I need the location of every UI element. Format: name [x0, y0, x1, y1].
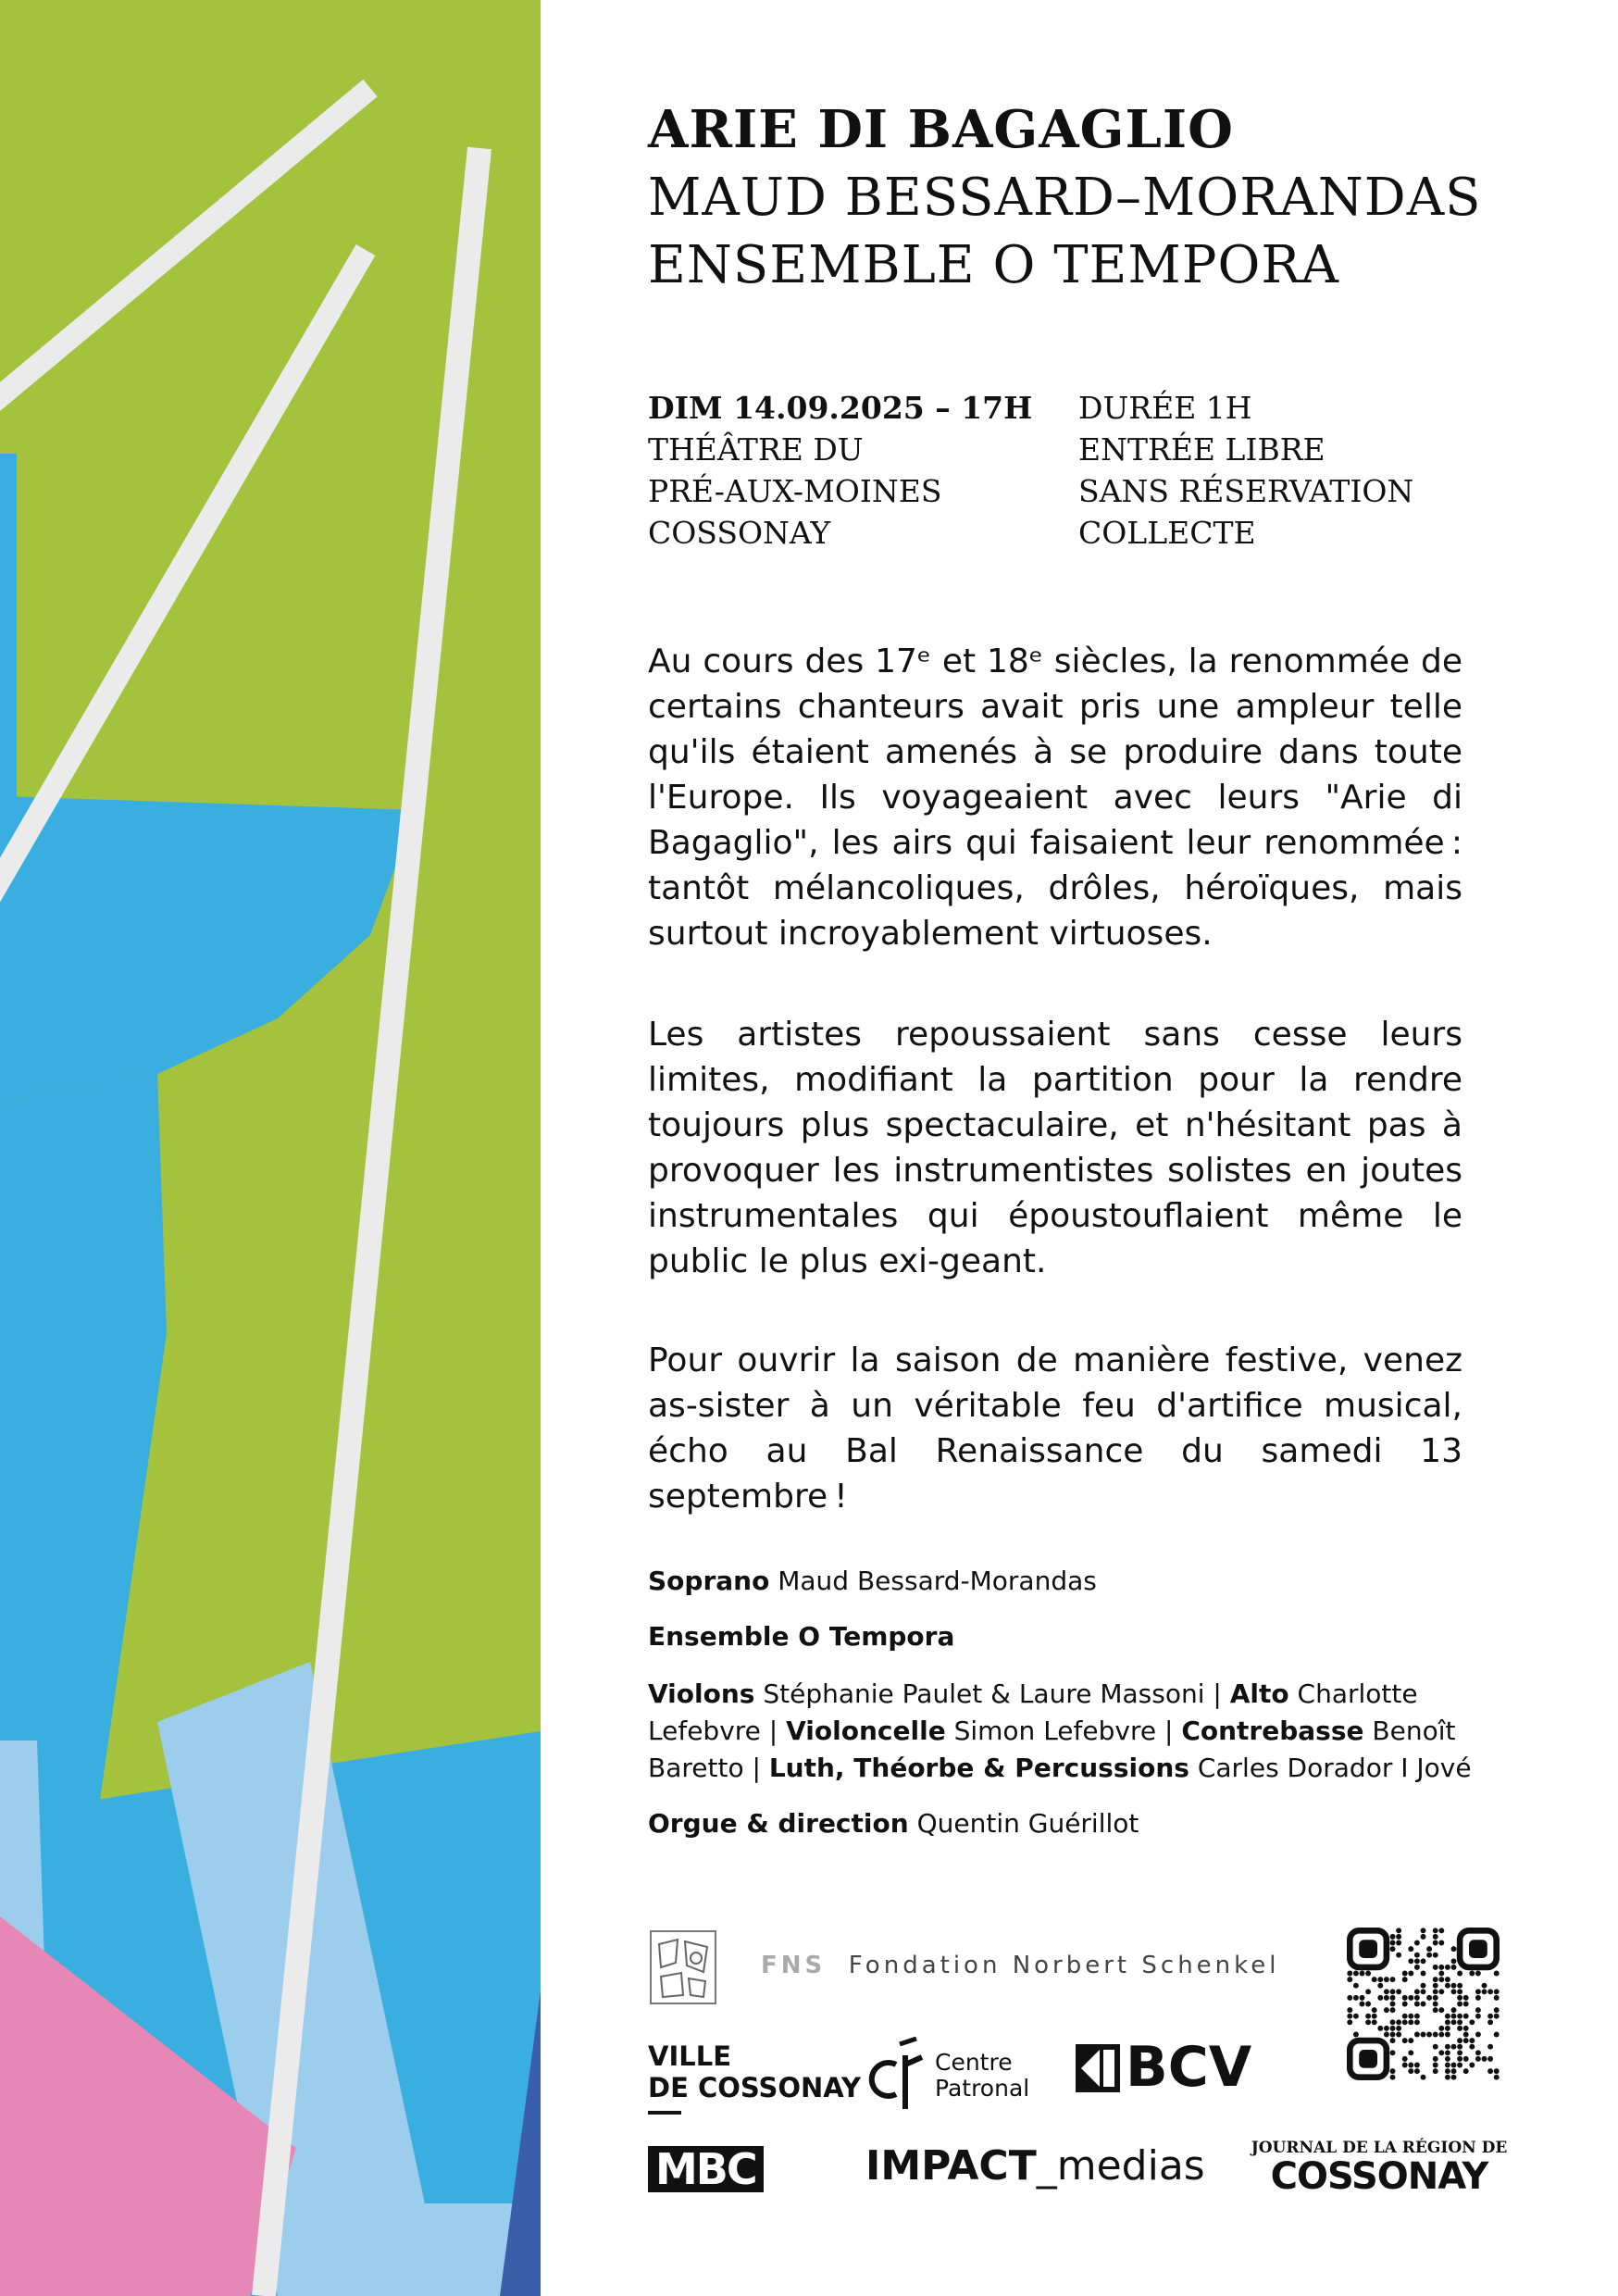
qr-dot: [1408, 2068, 1413, 2074]
qr-dot: [1475, 2007, 1481, 2013]
qr-dot: [1408, 2014, 1413, 2019]
qr-dot: [1365, 2019, 1371, 2025]
qr-dot: [1482, 2056, 1487, 2062]
qr-dot: [1451, 2019, 1457, 2025]
qr-dot: [1426, 2032, 1432, 2038]
qr-dot: [1390, 2068, 1396, 2074]
qr-dot: [1347, 2014, 1352, 2019]
qr-dot: [1451, 2044, 1457, 2050]
qr-dot: [1433, 2032, 1438, 2038]
qr-dot: [1469, 2044, 1475, 2050]
credit-role: Violoncelle: [786, 1716, 946, 1746]
qr-dot: [1451, 1958, 1457, 1964]
qr-dot: [1390, 1934, 1396, 1940]
qr-dot: [1402, 2014, 1408, 2019]
qr-dot: [1384, 1977, 1389, 1982]
qr-dot: [1463, 1995, 1469, 2001]
qr-dot: [1396, 1934, 1401, 1940]
qr-dot: [1438, 1928, 1444, 1933]
credit-role: Alto: [1229, 1678, 1289, 1709]
qr-dot: [1494, 2014, 1500, 2019]
qr-dot: [1457, 2056, 1462, 2062]
qr-dot: [1372, 2007, 1377, 2013]
qr-dot: [1384, 1989, 1389, 1994]
qr-dot: [1433, 1965, 1438, 1970]
qr-dot: [1457, 2026, 1462, 2031]
qr-dot: [1421, 2002, 1426, 2007]
qr-dot: [1494, 2075, 1500, 2080]
qr-dot: [1494, 1989, 1500, 1994]
fns-logo: [761, 1952, 1280, 1979]
qr-dot: [1451, 1989, 1457, 1994]
qr-dot: [1390, 2032, 1396, 2038]
credit-name: Carles Dorador I Jové: [1189, 1753, 1472, 1783]
qr-dot: [1487, 2068, 1493, 2074]
bcv-mark: [1076, 2044, 1120, 2092]
qr-dot: [1482, 1983, 1487, 1989]
qr-dot: [1475, 1995, 1481, 2001]
event-duration: DURÉE 1H: [1078, 390, 1252, 426]
qr-dot: [1433, 2007, 1438, 2013]
qr-dot: [1445, 1965, 1450, 1970]
qr-dot: [1433, 1977, 1438, 1982]
qr-dot: [1396, 2026, 1401, 2031]
qr-dot: [1384, 2007, 1389, 2013]
credit-direction: [648, 1805, 1481, 1842]
qr-dot: [1445, 1983, 1450, 1989]
fns-name: Fondation Norbert Schenkel: [848, 1952, 1280, 1979]
qr-dot: [1377, 1977, 1383, 1982]
qr-dot: [1365, 1971, 1371, 1977]
qr-dot: [1360, 1995, 1365, 2001]
cp-line-2: Patronal: [935, 2075, 1030, 2102]
qr-dot: [1408, 1946, 1413, 1952]
qr-dot: [1433, 1940, 1438, 1946]
event-reservation: SANS RÉSERVATION: [1078, 473, 1414, 509]
fns-abbr: FNS: [761, 1952, 827, 1979]
qr-dot: [1372, 1977, 1377, 1982]
description-paragraph-1: Au cours des 17ᵉ et 18ᵉ siècles, la renommée de certains chanteurs avait pris une ampleur telle qu'ils étaient amenés à se produire dans toute l'Europe. Ils voyageaient avec leurs "Arie di Bagaglio", les airs qui faisaient leur renommée : tantôt mélancoliques, drôles, héroïques, mais surtout incroyablement virtuoses.: [648, 643, 1462, 953]
qr-dot: [1390, 2050, 1396, 2055]
qr-dot: [1463, 2032, 1469, 2038]
qr-dot: [1451, 1965, 1457, 1970]
qr-dot: [1438, 2050, 1444, 2055]
qr-dot: [1445, 2044, 1450, 2050]
qr-dot: [1414, 1940, 1420, 1946]
qr-dot: [1360, 2002, 1365, 2007]
credit-role: Violons: [648, 1678, 755, 1709]
qr-dot: [1469, 1971, 1475, 1977]
qr-dot: [1402, 2063, 1408, 2068]
qr-dot: [1487, 2019, 1493, 2025]
credit-name: Charlotte Lefebvre |: [648, 1678, 1418, 1746]
credit-soprano: [648, 1563, 1481, 1600]
credit-name: Stéphanie Paulet & Laure Massoni |: [754, 1678, 1230, 1709]
qr-dot: [1463, 2056, 1469, 2062]
ensemble-name: ENSEMBLE O TEMPORA: [648, 235, 1339, 295]
qr-dot: [1353, 2014, 1359, 2019]
qr-dot: [1377, 2026, 1383, 2031]
qr-dot: [1390, 1977, 1396, 1982]
qr-dot: [1414, 2002, 1420, 2007]
qr-dot: [1353, 1983, 1359, 1989]
qr-dot: [1353, 1971, 1359, 1977]
qr-dot: [1433, 1934, 1438, 1940]
qr-dot: [1402, 1977, 1408, 1982]
qr-dot: [1421, 1928, 1426, 1933]
qr-dot: [1433, 1995, 1438, 2001]
ville-line-2: DE COSSONAY: [648, 2072, 861, 2103]
qr-dot: [1408, 2063, 1413, 2068]
qr-dot: [1390, 2007, 1396, 2013]
abstract-art: [0, 0, 541, 2296]
qr-dot: [1445, 2050, 1450, 2055]
qr-dot: [1421, 2075, 1426, 2080]
qr-dot: [1353, 2032, 1359, 2038]
qr-dot: [1457, 2050, 1462, 2055]
impact-bold: IMPACT: [865, 2142, 1037, 2190]
qr-dot: [1445, 2068, 1450, 2074]
venue-line-1: THÉÂTRE DU: [648, 431, 864, 468]
credit-role: Contrebasse: [1181, 1716, 1364, 1746]
qr-dot: [1457, 1989, 1462, 1994]
qr-dot: [1390, 1989, 1396, 1994]
event-collection: COLLECTE: [1078, 515, 1256, 551]
qr-dot: [1445, 2026, 1450, 2031]
qr-dot: [1402, 2019, 1408, 2025]
qr-dot: [1433, 1928, 1438, 1933]
impact-rest: _medias: [1036, 2142, 1205, 2190]
qr-dot: [1421, 1989, 1426, 1994]
qr-code: [1347, 1928, 1500, 2080]
qr-dot: [1433, 2068, 1438, 2074]
qr-dot: [1438, 2007, 1444, 2013]
journal-line-2: COSSONAY: [1270, 2155, 1488, 2198]
centre-patronal-logo: [935, 2050, 1029, 2102]
credit-musicians: [648, 1676, 1481, 1787]
qr-dot: [1390, 2075, 1396, 2080]
fns-emblem-icon: [650, 1930, 716, 2004]
qr-dot: [1457, 2014, 1462, 2019]
qr-dot: [1445, 2032, 1450, 2038]
qr-dot: [1377, 1995, 1383, 2001]
qr-dot: [1408, 1971, 1413, 1977]
credit-name: Maud Bessard-Morandas: [769, 1566, 1097, 1596]
qr-dot: [1347, 1995, 1352, 2001]
qr-dot: [1475, 2056, 1481, 2062]
description-paragraph-2: Les artistes repoussaient sans cesse leurs limites, modifiant la partition pour la rendre toujours plus spectaculaire, et n'hésitant pas à provoquer les instrumentistes solistes en joutes instrumentales qui époustouflaient même le public le plus exi-geant.: [648, 1016, 1462, 1280]
mbc-logo: MBC: [648, 2146, 764, 2192]
qr-dot: [1396, 2032, 1401, 2038]
qr-dot: [1451, 2075, 1457, 2080]
qr-dot: [1457, 2019, 1462, 2025]
qr-dot: [1494, 2068, 1500, 2074]
qr-dot: [1487, 1989, 1493, 1994]
qr-dot: [1475, 1989, 1481, 1994]
qr-dot: [1421, 1983, 1426, 1989]
journal-cossonay-logo: [1250, 2139, 1509, 2196]
impact-medias-logo: [865, 2140, 1205, 2192]
qr-dot: [1414, 1989, 1420, 1994]
qr-dot: [1421, 1934, 1426, 1940]
qr-dot: [1494, 1971, 1500, 1977]
qr-dot: [1396, 1940, 1401, 1946]
qr-dot: [1360, 1971, 1365, 1977]
credit-role: Luth, Théorbe & Percussions: [768, 1753, 1189, 1783]
qr-code-icon: [1347, 1928, 1500, 2080]
event-entry: ENTRÉE LIBRE: [1078, 431, 1326, 468]
qr-dot: [1463, 2038, 1469, 2043]
qr-dot: [1384, 2026, 1389, 2031]
qr-dot: [1438, 1977, 1444, 1982]
qr-dot: [1445, 1977, 1450, 1982]
qr-dot: [1390, 2002, 1396, 2007]
qr-finder-center: [1359, 2050, 1377, 2068]
qr-dot: [1482, 1989, 1487, 1994]
qr-dot: [1390, 2026, 1396, 2031]
credit-role: Ensemble O Tempora: [648, 1621, 955, 1652]
qr-dot: [1396, 2019, 1401, 2025]
qr-dot: [1438, 2026, 1444, 2031]
qr-dot: [1414, 2019, 1420, 2025]
qr-dot: [1451, 2063, 1457, 2068]
qr-dot: [1451, 2068, 1457, 2074]
qr-dot: [1494, 1995, 1500, 2001]
qr-dot: [1384, 1995, 1389, 2001]
centre-patronal-mark: [868, 2037, 933, 2111]
qr-dot: [1414, 1965, 1420, 1970]
qr-dot: [1494, 2007, 1500, 2013]
qr-dot: [1445, 2014, 1450, 2019]
qr-dot: [1365, 2014, 1371, 2019]
qr-dot: [1487, 2044, 1493, 2050]
qr-dot: [1451, 2014, 1457, 2019]
qr-dot: [1463, 2002, 1469, 2007]
qr-finder-center: [1359, 1940, 1377, 1958]
qr-dot: [1353, 1995, 1359, 2001]
qr-dot: [1396, 1989, 1401, 1994]
qr-dot: [1438, 1971, 1444, 1977]
qr-dot: [1426, 1953, 1432, 1958]
ville-line-1: VILLE: [648, 2040, 732, 2072]
ville-underline: [648, 2111, 681, 2115]
qr-dot: [1445, 2063, 1450, 2068]
qr-dot: [1372, 2014, 1377, 2019]
qr-dot: [1402, 2038, 1408, 2043]
ville-cossonay-logo: [648, 2040, 861, 2115]
qr-dot: [1347, 2019, 1352, 2025]
qr-dot: [1421, 1958, 1426, 1964]
qr-dot: [1421, 2032, 1426, 2038]
qr-dot: [1433, 1953, 1438, 1958]
qr-dot: [1365, 2002, 1371, 2007]
qr-dot: [1494, 2032, 1500, 2038]
blue-strip: [0, 454, 17, 815]
qr-dot: [1408, 1995, 1413, 2001]
qr-dot: [1475, 2014, 1481, 2019]
venue-line-2: PRÉ-AUX-MOINES: [648, 473, 942, 509]
credit-name: Quentin Guérillot: [908, 1808, 1139, 1839]
qr-dot: [1396, 1953, 1401, 1958]
poster-content: [648, 0, 1509, 2296]
qr-dot: [1457, 1995, 1462, 2001]
bcv-icon: [1076, 2044, 1120, 2092]
qr-dot: [1469, 2019, 1475, 2025]
qr-dot: [1390, 1940, 1396, 1946]
qr-dot: [1433, 2056, 1438, 2062]
qr-dot: [1402, 1971, 1408, 1977]
qr-dot: [1457, 1971, 1462, 1977]
qr-dot: [1469, 2038, 1475, 2043]
qr-dot: [1426, 1946, 1432, 1952]
qr-dot: [1457, 1983, 1462, 1989]
fns-emblem: [650, 1930, 716, 2004]
qr-dot: [1372, 2019, 1377, 2025]
qr-dot: [1451, 1946, 1457, 1952]
qr-dot: [1463, 2068, 1469, 2074]
qr-dot: [1445, 2019, 1450, 2025]
credit-name: Simon Lefebvre |: [945, 1716, 1182, 1746]
bcv-logo: BCV: [1126, 2035, 1252, 2100]
qr-dot: [1414, 2068, 1420, 2074]
qr-dot: [1408, 1958, 1413, 1964]
qr-dot: [1396, 1928, 1401, 1933]
description-paragraph-3: Pour ouvrir la saison de manière festive, venez as-sister à un véritable feu d'artifice musical, écho au Bal Renaissance du samedi 13 septembre !: [648, 1341, 1462, 1516]
qr-dot: [1390, 2019, 1396, 2025]
qr-dot: [1433, 1989, 1438, 1994]
qr-dot: [1384, 2032, 1389, 2038]
qr-finder-center: [1469, 1940, 1487, 1958]
event-info-left: [648, 387, 1032, 554]
qr-dot: [1433, 2044, 1438, 2050]
venue-city: COSSONAY: [648, 515, 831, 551]
credit-name: Benoît Baretto |: [648, 1716, 1456, 1783]
qr-dot: [1451, 1983, 1457, 1989]
credit-role: Orgue & direction: [648, 1808, 909, 1839]
qr-dot: [1347, 2007, 1352, 2013]
qr-dot: [1402, 2002, 1408, 2007]
qr-dot: [1426, 1995, 1432, 2001]
qr-dot: [1438, 1940, 1444, 1946]
qr-dot: [1475, 2032, 1481, 2038]
qr-dot: [1487, 2056, 1493, 2062]
qr-dot: [1445, 2075, 1450, 2080]
qr-dot: [1414, 1995, 1420, 2001]
qr-dot: [1457, 2063, 1462, 2068]
qr-dot: [1390, 1946, 1396, 1952]
soloist-name: MAUD BESSARD–MORANDAS: [648, 168, 1482, 228]
qr-dot: [1377, 1983, 1383, 1989]
qr-dot: [1390, 1995, 1396, 2001]
qr-dot: [1408, 2050, 1413, 2055]
event-date: DIM 14.09.2025 – 17H: [648, 390, 1033, 426]
qr-dot: [1414, 1958, 1420, 1964]
cover-artwork: [0, 0, 541, 2296]
cp-icon: [868, 2037, 933, 2111]
journal-line-1: JOURNAL DE LA RÉGION DE: [1251, 2139, 1508, 2157]
qr-dot: [1475, 2050, 1481, 2055]
qr-dot: [1457, 2002, 1462, 2007]
qr-dot: [1421, 1971, 1426, 1977]
qr-dot: [1438, 1965, 1444, 1970]
qr-dot: [1438, 1989, 1444, 1994]
qr-dot: [1414, 2014, 1420, 2019]
qr-dot: [1463, 2026, 1469, 2031]
qr-dot: [1451, 2007, 1457, 2013]
qr-dot: [1347, 1971, 1352, 1977]
cp-line-1: Centre: [935, 2049, 1013, 2076]
qr-dot: [1433, 2063, 1438, 2068]
qr-dot: [1487, 2014, 1493, 2019]
qr-dot: [1402, 1995, 1408, 2001]
qr-dot: [1402, 2056, 1408, 2062]
qr-dot: [1390, 2038, 1396, 2043]
qr-dot: [1457, 2044, 1462, 2050]
credit-ensemble: [648, 1618, 1481, 1655]
credit-role: Soprano: [648, 1566, 770, 1596]
qr-dot: [1433, 2002, 1438, 2007]
qr-dot: [1347, 1977, 1352, 1982]
qr-dot: [1475, 1971, 1481, 1977]
qr-dot: [1414, 1953, 1420, 1958]
qr-dot: [1469, 2063, 1475, 2068]
qr-dot: [1457, 2038, 1462, 2043]
qr-dot: [1365, 1989, 1371, 1994]
qr-dot: [1408, 2038, 1413, 2043]
concert-title: ARIE DI BAGAGLIO: [648, 99, 1234, 160]
qr-dot: [1445, 2056, 1450, 2062]
event-info-right: [1078, 387, 1413, 554]
qr-dot: [1414, 2063, 1420, 2068]
qr-dot: [1408, 2019, 1413, 2025]
qr-dot: [1414, 2032, 1420, 2038]
qr-dot: [1433, 1983, 1438, 1989]
qr-dot: [1438, 2032, 1444, 2038]
qr-dot: [1463, 2014, 1469, 2019]
